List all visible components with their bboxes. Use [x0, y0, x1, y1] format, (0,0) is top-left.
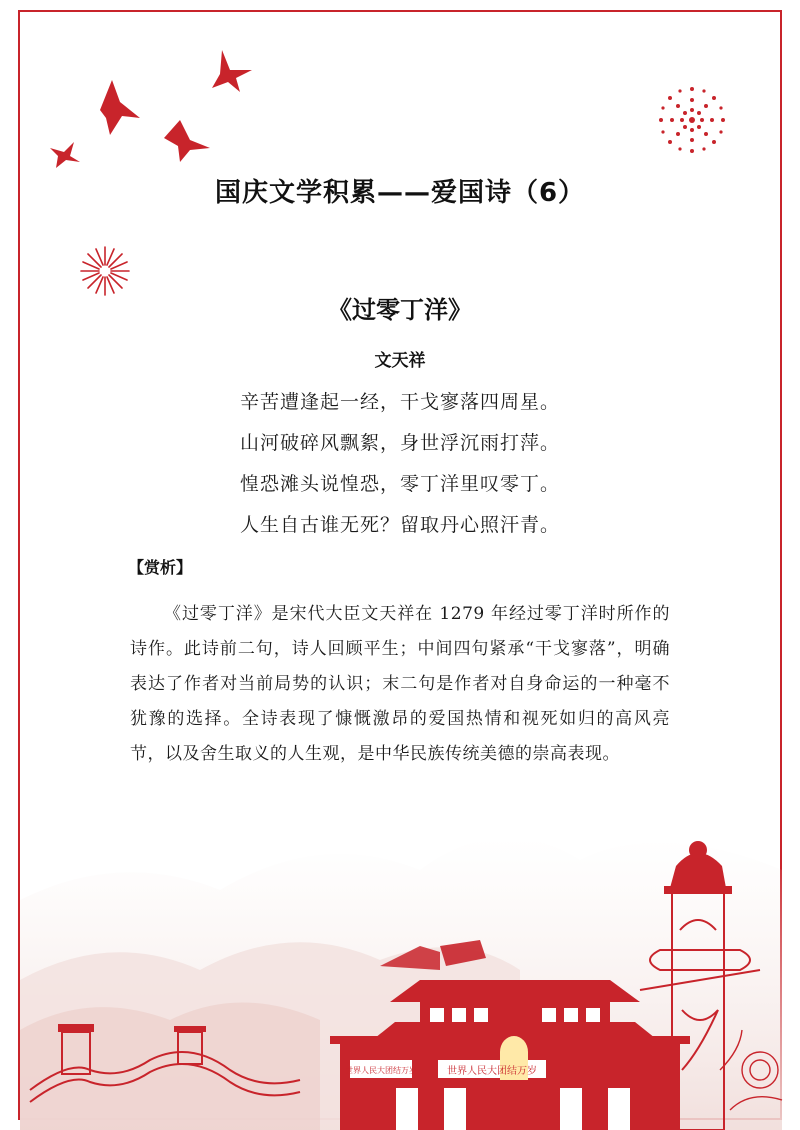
flying-doves-icon: [40, 40, 270, 170]
poem-title: 《过零丁洋》: [328, 296, 472, 324]
tiananmen-scene-illustration: [0, 770, 800, 1130]
poem-author: 文天祥: [374, 351, 426, 371]
poem-line: 人生自古谁无死？留取丹心照汗青。: [239, 514, 560, 536]
firework-icon: [654, 82, 730, 158]
poem-lines: [0, 382, 800, 546]
poem-line: 山河破碎风飘絮，身世浮沉雨打萍。: [239, 432, 560, 454]
poem-line: 辛苦遭逢起一经，干戈寥落四周星。: [239, 391, 560, 413]
banner-right-text: 世界人民大团结万岁: [447, 1066, 537, 1077]
analysis-paragraph: 《过零丁洋》是宋代大臣文天祥在 1279 年经过零丁洋时所作的诗作。此诗前二句，诗人回顾平生；中间四句紧承“干戈寥落”，明确表达了作者对当前局势的认识；末二句是作者对自身命运的一种毫不犹豫的选择。全诗表现了慷慨激昂的爱国热情和视死如归的高风亮节，以及舍生取义的人生观，是中华民族传统美德的崇高表现。: [130, 604, 670, 764]
poem-line: 惶恐滩头说惶恐，零丁洋里叹零丁。: [239, 473, 560, 495]
banner-left-text: 世界人民大团结万岁: [345, 1066, 417, 1075]
page-title: 国庆文学积累——爱国诗（6）: [214, 178, 586, 208]
analysis-heading: 【赏析】: [128, 558, 193, 577]
